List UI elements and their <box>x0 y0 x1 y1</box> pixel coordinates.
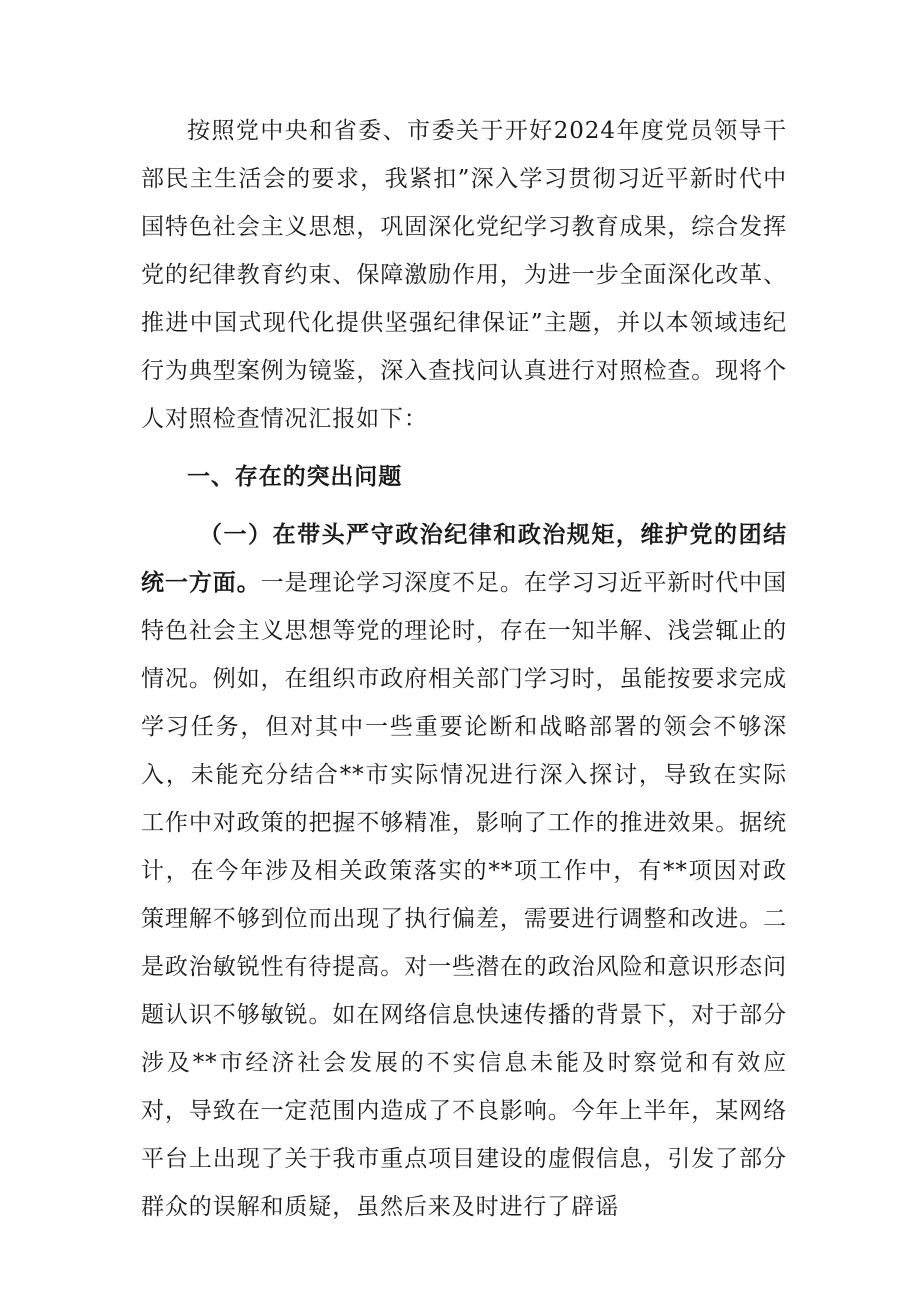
intro-paragraph: 按照党中央和省委、市委关于开好2024年度党员领导干部民主生活会的要求，我紧扣”深入学习贯彻习近平新时代中国特色社会主义思想，巩固深化党纪学习教育成果，综合发挥党的纪律教育约束、保障激励作用，为进一步全面深化改革、推进中国式现代化提供坚强纪律保证”主题，并以本领域违纪行为典型案例为镜鉴，深入查找问认真进行对照检查。现将个人对照检查情况汇报如下： <box>141 118 787 432</box>
document-body <box>141 107 787 1231</box>
subsection-paragraph <box>141 511 787 1231</box>
subsection-body: 一是理论学习深度不足。在学习习近平新时代中国特色社会主义思想等党的理论时，存在一知半解、浅尝辄止的情况。例如，在组织市政府相关部门学习时，虽能按要求完成学习任务，但对其中一些重要论断和战略部署的领会不够深入，未能充分结合**市实际情况进行深入探讨，导致在实际工作中对政策的把握不够精准，影响了工作的推进效果。据统计，在今年涉及相关政策落实的**项工作中，有**项因对政策理解不够到位而出现了执行偏差，需要进行调整和改进。二是政治敏锐性有待提高。对一些潜在的政治风险和意识形态问题认识不够敏锐。如在网络信息快速传播的背景下，对于部分涉及**市经济社会发展的不实信息未能及时察觉和有效应对，导致在一定范围内造成了不良影响。今年上半年，某网络平台上出现了关于我市重点项目建设的虚假信息，引发了部分群众的误解和质疑，虽然后来及时进行了辟谣 <box>141 570 787 1220</box>
subsection-title: （一）在带头严守政治纪律和政治规矩，维护党的团结统一方面。 <box>141 521 787 596</box>
section-heading: 一、存在的突出问题 <box>187 463 403 490</box>
